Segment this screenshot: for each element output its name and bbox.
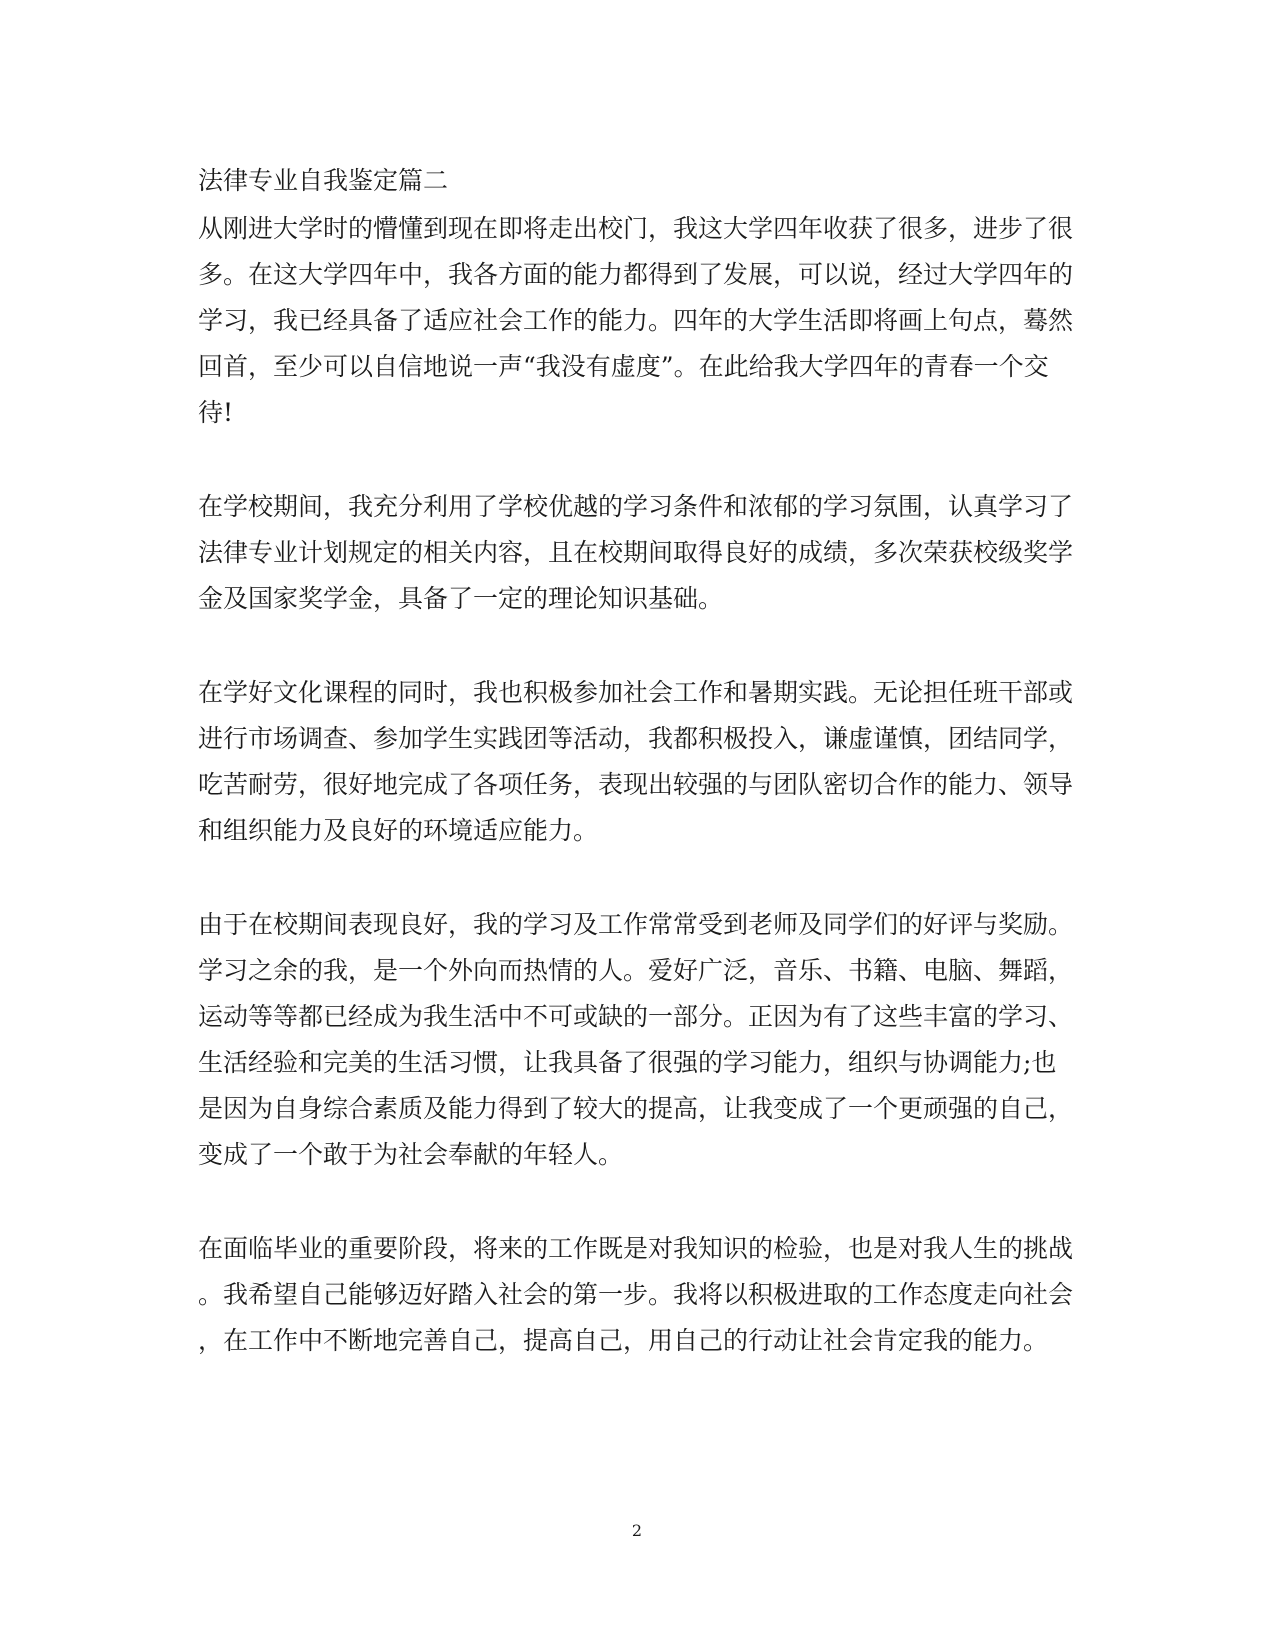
paragraph-2-line-3: 金及国家奖学金，具备了一定的理论知识基础。 [198, 584, 724, 613]
paragraph-2-line-2: 法律专业计划规定的相关内容，且在校期间取得良好的成绩，多次荣获校级奖学 [198, 538, 1074, 567]
paragraph-3-line-1: 在学好文化课程的同时，我也积极参加社会工作和暑期实践。无论担任班干部或 [198, 678, 1074, 707]
paragraph-4-line-2: 学习之余的我，是一个外向而热情的人。爱好广泛，音乐、书籍、电脑、舞蹈， [198, 956, 1074, 985]
paragraph-3-line-3: 吃苦耐劳，很好地完成了各项任务，表现出较强的与团队密切合作的能力、领导 [198, 770, 1074, 799]
paragraph-1-line-1: 从刚进大学时的懵懂到现在即将走出校门，我这大学四年收获了很多，进步了很 [198, 214, 1074, 243]
paragraph-1-line-2: 多。在这大学四年中，我各方面的能力都得到了发展，可以说，经过大学四年的 [198, 260, 1074, 289]
paragraph-1-line-4: 回首，至少可以自信地说一声“我没有虚度”。在此给我大学四年的青春一个交 [198, 352, 1049, 381]
paragraph-5-line-1: 在面临毕业的重要阶段，将来的工作既是对我知识的检验，也是对我人生的挑战 [198, 1234, 1074, 1263]
paragraph-5-line-3: ，在工作中不断地完善自己，提高自己，用自己的行动让社会肯定我的能力。 [198, 1326, 1049, 1355]
paragraph-3-line-2: 进行市场调查、参加学生实践团等活动，我都积极投入，谦虚谨慎，团结同学， [198, 724, 1074, 753]
paragraph-5-line-2: 。我希望自己能够迈好踏入社会的第一步。我将以积极进取的工作态度走向社会 [198, 1280, 1074, 1309]
paragraph-2-line-1: 在学校期间，我充分利用了学校优越的学习条件和浓郁的学习氛围，认真学习了 [198, 492, 1074, 521]
paragraph-4-line-3: 运动等等都已经成为我生活中不可或缺的一部分。正因为有了这些丰富的学习、 [198, 1002, 1074, 1031]
paragraph-4-line-1: 由于在校期间表现良好，我的学习及工作常常受到老师及同学们的好评与奖励。 [198, 910, 1074, 939]
page-number: 2 [631, 1521, 643, 1540]
paragraph-3-line-4: 和组织能力及良好的环境适应能力。 [198, 816, 599, 845]
paragraph-4-line-6: 变成了一个敢于为社会奉献的年轻人。 [198, 1140, 624, 1169]
paragraph-1-line-3: 学习，我已经具备了适应社会工作的能力。四年的大学生活即将画上句点，蓦然 [198, 306, 1074, 335]
paragraph-4-line-5: 是因为自身综合素质及能力得到了较大的提高，让我变成了一个更顽强的自己， [198, 1094, 1074, 1123]
paragraph-4-line-4: 生活经验和完美的生活习惯，让我具备了很强的学习能力，组织与协调能力;也 [198, 1048, 1057, 1077]
paragraph-1-line-5: 待! [198, 398, 234, 427]
document-title: 法律专业自我鉴定篇二 [198, 166, 449, 195]
